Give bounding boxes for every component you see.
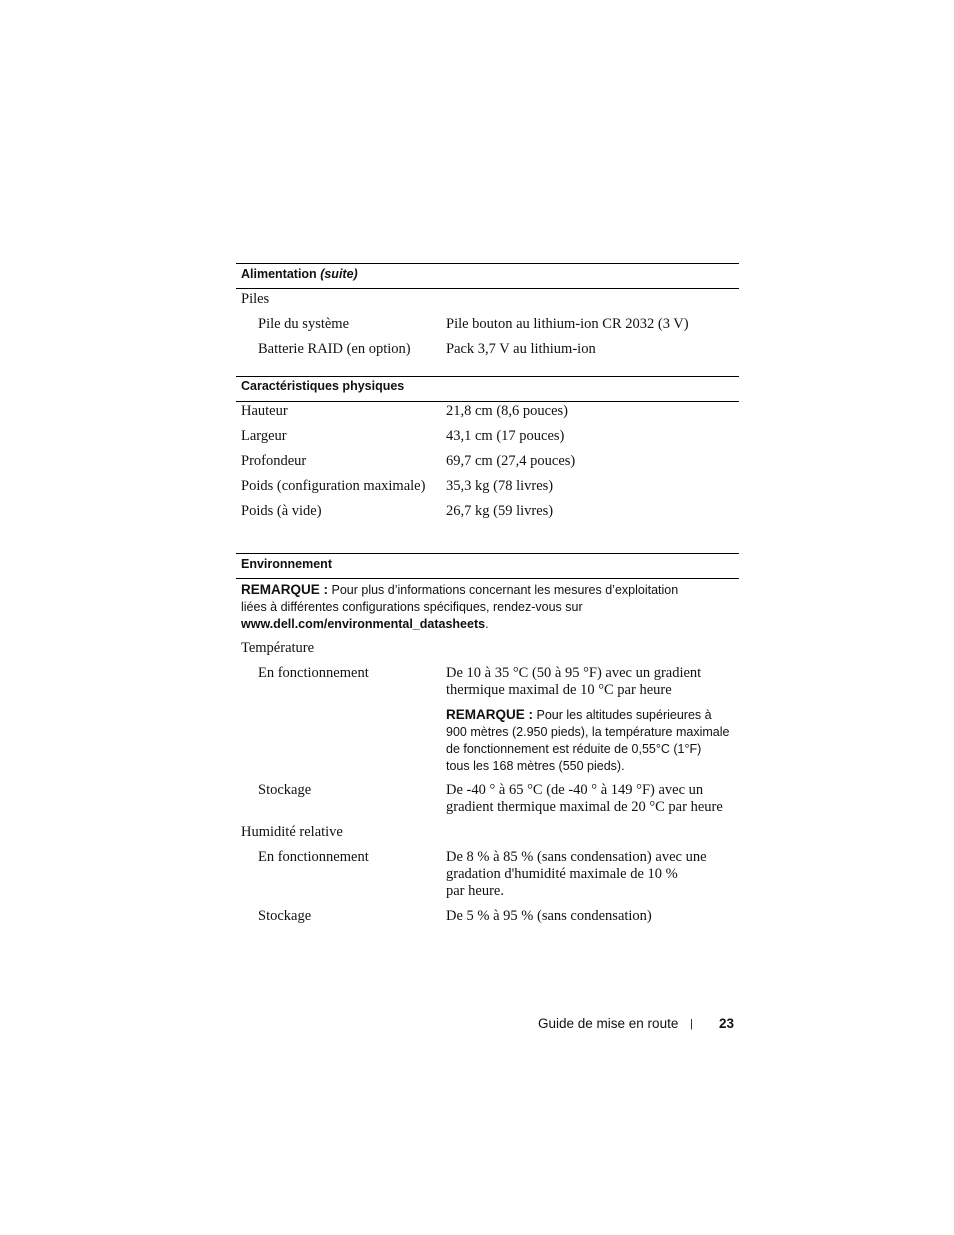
value-pile-systeme: Pile bouton au lithium-ion CR 2032 (3 V) [446,316,689,332]
value-hum-stockage: De 5 % à 95 % (sans condensation) [446,908,652,924]
label-pile-systeme: Pile du système [258,316,350,332]
env-note-line1 [241,581,731,599]
value-temp-fonctionnement-2: thermique maximal de 10 °C par heure [446,682,672,698]
temp-note [446,706,738,775]
value-poids-vide: 26,7 kg (59 livres) [446,503,554,519]
temp-note-line4: tous les 168 mètres (550 pieds). [446,759,625,773]
section-title-environnement: Environnement [241,557,332,571]
note-text: Pour plus d’informations concernant les mesures d’exploitation [331,583,679,597]
temp-note-text: Pour les altitudes supérieures à [536,708,712,722]
section-top-rule [236,263,739,264]
label-hum-fonctionnement: En fonctionnement [258,849,369,865]
label-humidite: Humidité relative [241,824,343,840]
env-note [241,581,731,633]
value-hauteur: 21,8 cm (8,6 pouces) [446,403,569,419]
label-temp-stockage: Stockage [258,782,312,798]
section-title-alimentation [241,267,358,281]
section-top-rule [236,553,739,554]
note-link[interactable]: www.dell.com/environmental_datasheets [241,617,486,631]
label-poids-max: Poids (configuration maximale) [241,478,426,494]
note-end: . [485,617,489,631]
footer-separator: | [690,1018,693,1030]
value-batterie-raid: Pack 3,7 V au lithium-ion [446,341,596,357]
section-header-rule [236,578,739,579]
value-largeur: 43,1 cm (17 pouces) [446,428,565,444]
page-number: 23 [719,1016,735,1031]
label-temp-fonctionnement: En fonctionnement [258,665,369,681]
section-title-suffix: (suite) [320,267,358,281]
row-piles: Piles [241,291,270,307]
section-header-rule [236,401,739,402]
label-hauteur: Hauteur [241,403,288,419]
label-batterie-raid: Batterie RAID (en option) [258,341,411,357]
value-temp-stockage-1: De -40 ° à 65 °C (de -40 ° à 149 °F) avec un [446,782,704,798]
section-header-rule [236,288,739,289]
temp-note-label: REMARQUE : [446,707,533,722]
label-hum-stockage: Stockage [258,908,312,924]
value-temp-stockage-2: gradient thermique maximal de 20 °C par heure [446,799,723,815]
temp-note-line2: 900 mètres (2.950 pieds), la température maximale [446,725,730,739]
label-largeur: Largeur [241,428,287,444]
label-temperature: Température [241,640,315,656]
note-label: REMARQUE : [241,582,328,597]
value-hum-fonctionnement-2: gradation d'humidité maximale de 10 % [446,866,678,882]
temp-note-line3: de fonctionnement est réduite de 0,55°C (1°F) [446,742,702,756]
env-note-line2: liées à différentes configurations spécifiques, rendez-vous sur [241,600,583,614]
section-title-caracteristiques: Caractéristiques physiques [241,379,405,393]
footer-guide-title: Guide de mise en route [538,1016,679,1031]
env-note-line3 [241,616,731,633]
value-temp-fonctionnement-1: De 10 à 35 °C (50 à 95 °F) avec un gradient [446,665,702,681]
label-profondeur: Profondeur [241,453,307,469]
label-poids-vide: Poids (à vide) [241,503,322,519]
section-top-rule [236,376,739,377]
temp-note-line1 [446,706,738,724]
value-profondeur: 69,7 cm (27,4 pouces) [446,453,576,469]
value-poids-max: 35,3 kg (78 livres) [446,478,554,494]
section-title-text: Alimentation [241,267,317,281]
value-hum-fonctionnement-3: par heure. [446,883,504,899]
value-hum-fonctionnement-1: De 8 % à 85 % (sans condensation) avec une [446,849,707,865]
